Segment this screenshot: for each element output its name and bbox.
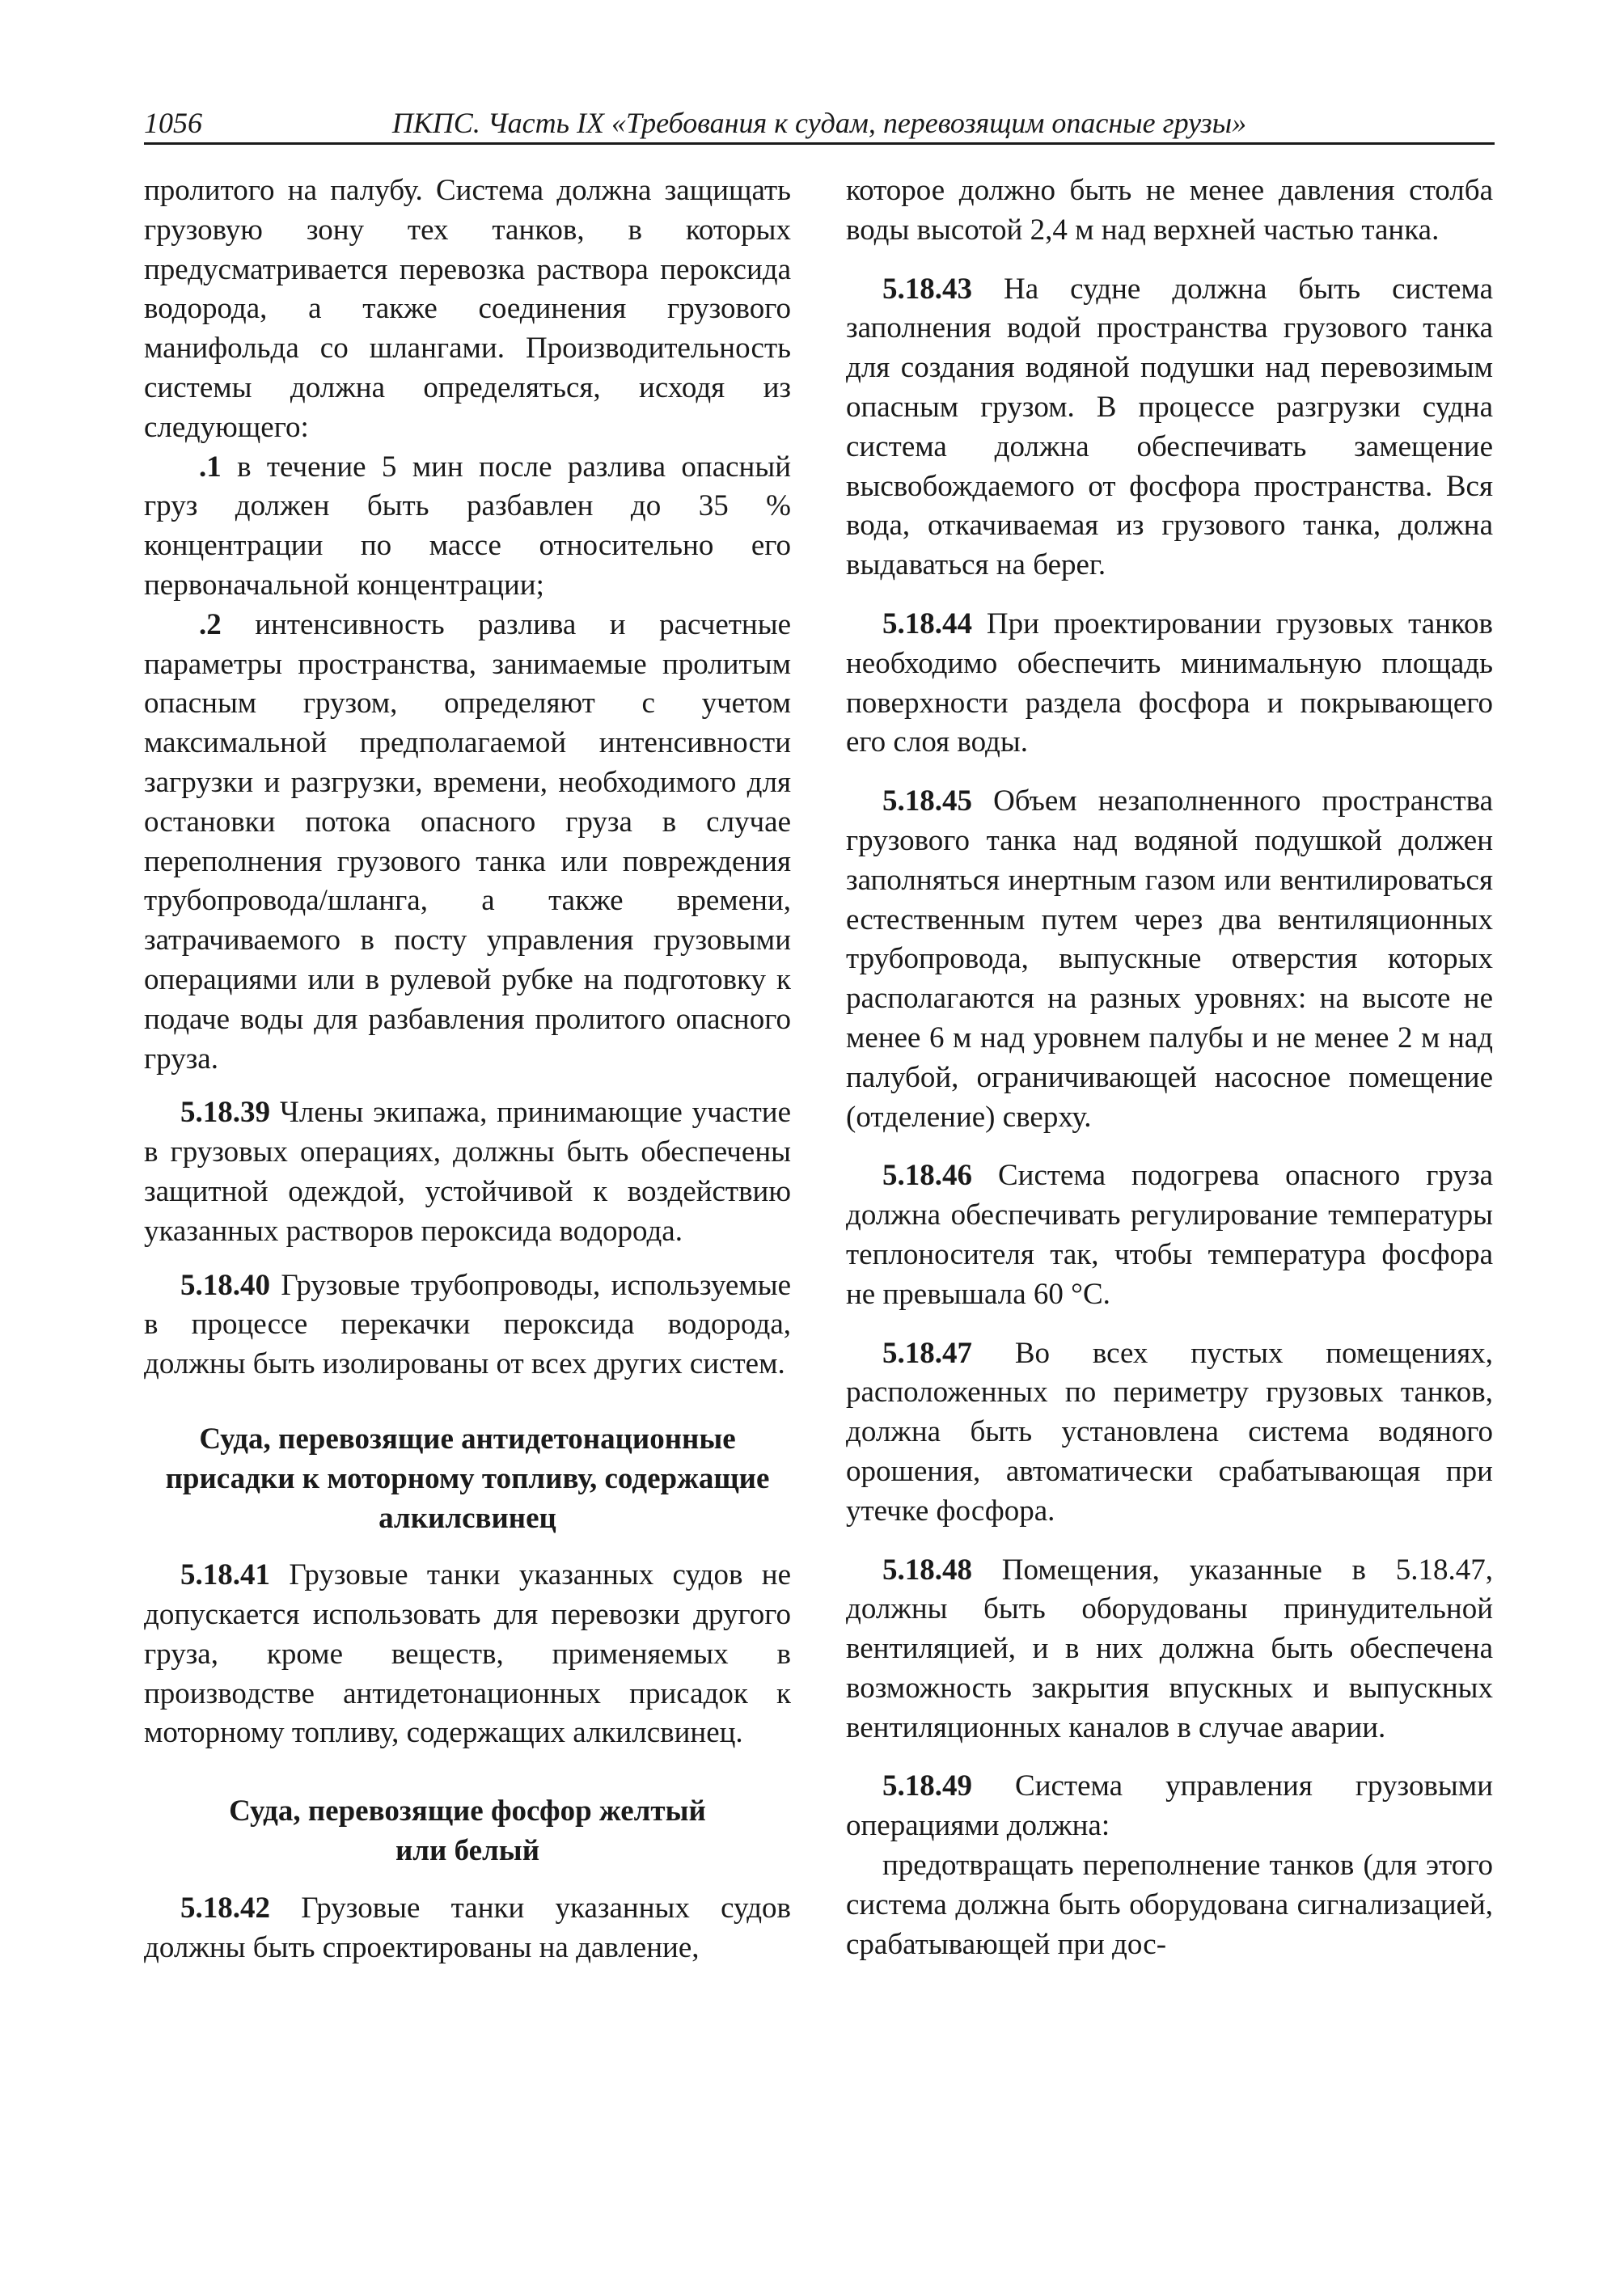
paragraph-5-18-42-continuation: которое должно быть не менее давления столба воды высотой 2,4 м над верхней частью танка. [846, 174, 1493, 247]
paragraph-number: 5.18.47 [882, 1336, 972, 1370]
item-number: .1 [199, 450, 222, 484]
header-title: ПКПС. Часть IX «Требования к судам, перевозящим опасные грузы» [391, 107, 1247, 139]
paragraph-number: 5.18.39 [180, 1096, 270, 1130]
paragraph-5-18-39: 5.18.39 Члены экипажа, принимающие участие в грузовых операциях, должны быть обеспечены защитной одеждой, устойчивой к воздействию указанных растворов пероксида водорода. [144, 1096, 791, 1248]
paragraph-5-18-43: 5.18.43 На судне должна быть система заполнения водой пространства грузового танка для создания водяной подушки над перевозимым опасным грузом. В процессе разгрузки судна система должна обеспечивать замещение высвобождаемого от фосфора пространства. Вся вода, откачиваемая из грузового танка, должна выдаваться на берег. [846, 272, 1493, 582]
section-heading-phosphorus: Суда, перевозящие фосфор желтый или белый [229, 1794, 706, 1868]
right-column [846, 171, 1493, 1964]
paragraph-number: 5.18.48 [882, 1553, 972, 1587]
paragraph-number: 5.18.42 [180, 1891, 270, 1925]
paragraph-5-18-46: 5.18.46 Система подогрева опасного груза должна обеспечивать регулирование температуры теплоносителя так, чтобы температура фосфора не превышала 60 °С. [846, 1159, 1493, 1311]
paragraph-number: 5.18.44 [882, 607, 972, 640]
paragraph-number: 5.18.49 [882, 1769, 972, 1803]
paragraph-number: 5.18.43 [882, 272, 972, 306]
paragraph-5-18-40: 5.18.40 Грузовые трубопроводы, используемые в процессе перекачки пероксида водорода, должны быть изолированы от всех других систем. [144, 1268, 791, 1381]
page-number: 1056 [144, 107, 202, 139]
paragraph-number: 5.18.40 [180, 1268, 270, 1302]
paragraph-5-18-44: 5.18.44 При проектировании грузовых танков необходимо обеспечить минимальную площадь поверхности раздела фосфора и покрывающего его слоя воды. [846, 607, 1493, 759]
paragraph-5-18-42: 5.18.42 Грузовые танки указанных судов должны быть спроектированы на давление, [144, 1891, 791, 1964]
paragraph-continuation: пролитого на палубу. Система должна защищать грузовую зону тех танков, в которых предусматривается перевозка раствора пероксида водорода, а также соединения грузового манифольда со шлангами. Производительность системы должна определяться, исходя из следующего: [144, 174, 791, 444]
running-header [144, 105, 1495, 145]
paragraph-5-18-47: 5.18.47 Во всех пустых помещениях, расположенных по периметру грузовых танков, должна быть установлена система водяного орошения, автоматически срабатывающая при утечке фосфора. [846, 1336, 1493, 1528]
left-column [144, 171, 791, 1968]
item-number: .2 [199, 607, 222, 641]
paragraph-5-18-45: 5.18.45 Объем незаполненного пространства грузового танка над водяной подушкой должен заполняться инертным газом или вентилироваться естественным путем через два вентиляционных трубопровода, выпускные отверстия которых располагаются на разных уровнях: на высоте не менее 6 м над уровнем палубы и не менее 2 м над палубой, ограничивающей насосное помещение (отделение) сверху. [846, 784, 1493, 1134]
paragraph-number: 5.18.45 [882, 784, 972, 818]
paragraph-5-18-49-item: предотвращать переполнение танков (для этого система должна быть оборудована сигнализацией, срабатывающей при дос- [846, 1849, 1493, 1961]
section-heading-alkyl-lead: Суда, перевозящие антидетонационные присадки к моторному топливу, содержащие алкилсвинец [165, 1422, 770, 1535]
paragraph-number: 5.18.41 [180, 1558, 270, 1592]
paragraph-5-18-49: 5.18.49 Система управления грузовыми операциями должна: [846, 1769, 1493, 1843]
paragraph-number: 5.18.46 [882, 1159, 972, 1193]
list-item-2: .2 интенсивность разлива и расчетные параметры пространства, занимаемые пролитым опасным грузом, определяют с учетом максимальной предполагаемой интенсивности загрузки и разгрузки, времени, необходимого для остановки потока опасного груза в случае переполнения грузового танка или повреждения трубопровода/шланга, а также времени, затрачиваемого в посту управления грузовыми операциями или в рулевой рубке на подготовку к подаче воды для разбавления пролитого опасного груза. [144, 607, 791, 1076]
paragraph-5-18-48: 5.18.48 Помещения, указанные в 5.18.47, должны быть оборудованы принудительной вентиляцией, и в них должна быть обеспечена возможность закрытия впускных и выпускных вентиляционных каналов в случае аварии. [846, 1553, 1493, 1744]
paragraph-5-18-41: 5.18.41 Грузовые танки указанных судов не допускается использовать для перевозки другого груза, кроме веществ, применяемых в производстве антидетонационных присадок к моторному топливу, содержащих алкилсвинец. [144, 1558, 791, 1750]
list-item-1: .1 в течение 5 мин после разлива опасный груз должен быть разбавлен до 35 % концентрации по массе относительно его первоначальной концентрации; [144, 450, 791, 602]
